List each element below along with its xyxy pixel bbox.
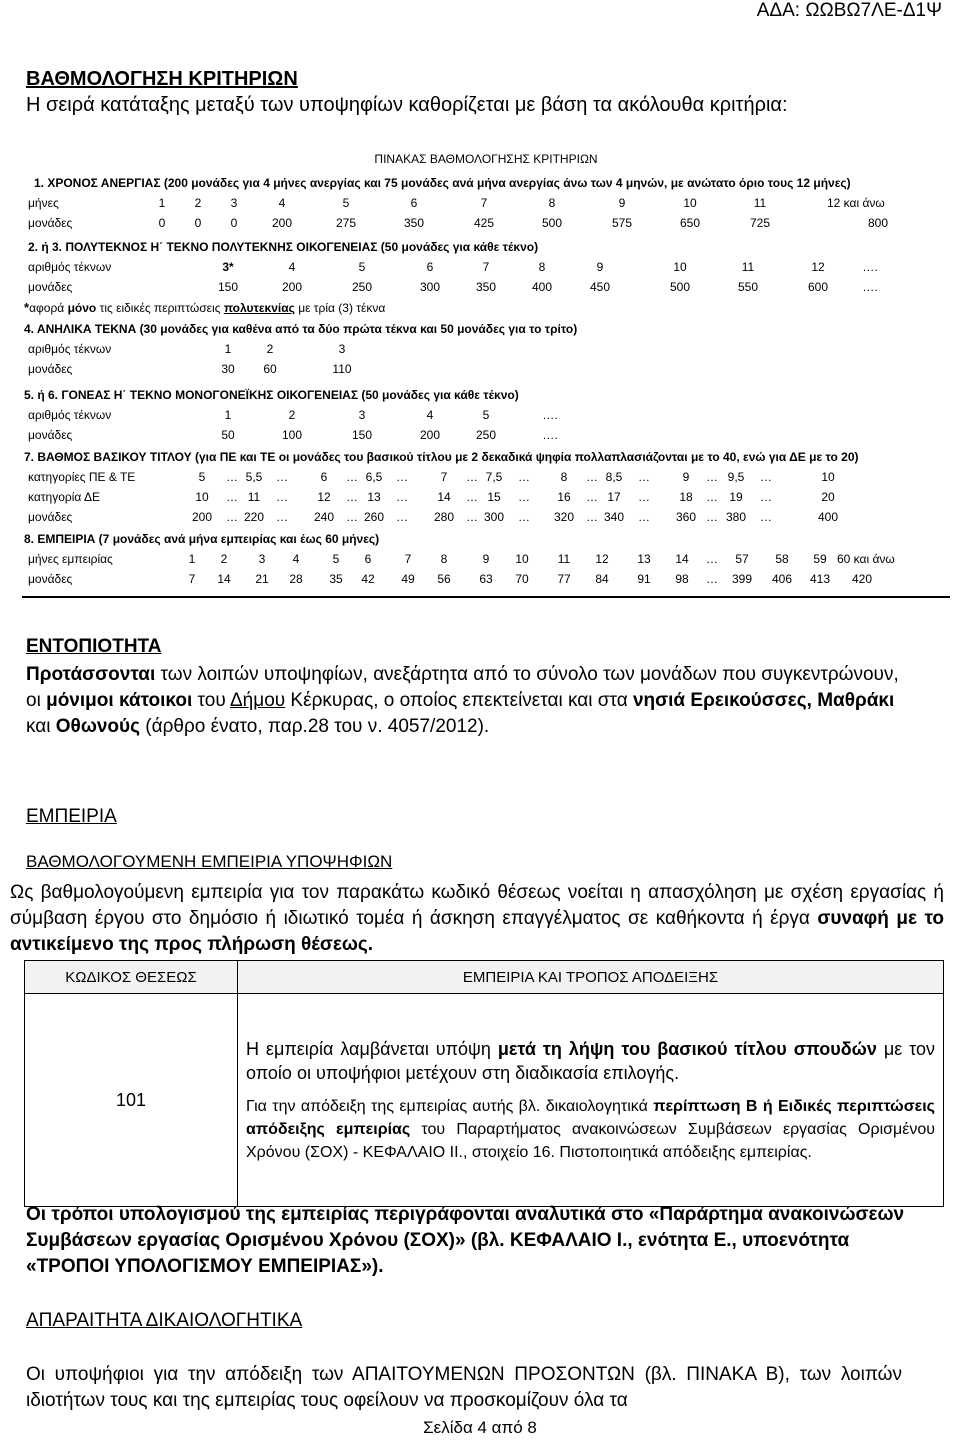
locality-text: Κέρκυρας, ο οποίος επεκτείνεται και στα (285, 690, 633, 711)
table-cell: 300 (483, 510, 505, 524)
table-cell: 220 (243, 510, 265, 524)
table-cell: … (706, 490, 718, 504)
experience-intro (10, 880, 944, 958)
table-cell: 275 (335, 216, 357, 230)
table-cell: … (518, 510, 530, 524)
table-cell: 3 (358, 408, 366, 422)
table-cell: … (638, 490, 650, 504)
table-cell: 4 (278, 196, 286, 210)
row-label: μονάδες (28, 572, 73, 586)
criterion-7-pe-te-row (22, 470, 950, 488)
table-cell: 575 (611, 216, 633, 230)
table-cell: … (518, 490, 530, 504)
row-label: μονάδες (28, 510, 73, 524)
table-cell: … (706, 510, 718, 524)
table-cell: 7 (482, 260, 490, 274)
table-cell: 8 (560, 470, 568, 484)
col-code-header: ΚΩΔΙΚΟΣ ΘΕΣΕΩΣ (25, 961, 238, 994)
table-cell: 56 (437, 572, 451, 586)
locality-underlined: Δήμου (229, 690, 286, 711)
table-cell: 300 (419, 280, 441, 294)
table-cell: 0 (194, 216, 202, 230)
criterion-8-points-row (22, 572, 950, 590)
table-cell: 5 (332, 552, 340, 566)
table-cell: 5 (198, 470, 206, 484)
locality-paragraph (26, 662, 916, 740)
table-cell: 70 (515, 572, 529, 586)
experience-desc-1 (246, 1037, 935, 1085)
row-label: μήνες (28, 196, 59, 210)
criterion-4-heading: 4. ΑΝΗΛΙΚΑ ΤΕΚΝΑ (30 μονάδες για καθένα από τα δύο πρώτα τέκνα και 50 μονάδες για το τρίτο) (24, 322, 578, 336)
experience-desc-2 (246, 1095, 935, 1164)
table-cell: … (466, 510, 478, 524)
table-cell: … (346, 510, 358, 524)
table-cell: …. (542, 408, 558, 422)
table-cell: … (466, 490, 478, 504)
table-cell: 200 (191, 510, 213, 524)
table-cell: 413 (809, 572, 831, 586)
qualifications-heading: ΑΠΑΡΑΙΤΗΤΑ ΔΙΚΑΙΟΛΟΓΗΤΙΚΑ (26, 1310, 303, 1331)
table-cell: 42 (361, 572, 375, 586)
table-cell: 10 (195, 490, 209, 504)
table-cell: … (586, 470, 598, 484)
criterion-5-children-row (22, 408, 950, 426)
table-cell: 1 (188, 552, 196, 566)
table-cell: 7 (188, 572, 196, 586)
table-cell: … (518, 470, 530, 484)
table-cell: … (466, 470, 478, 484)
desc-bold: περίπτωση Β ή Ειδικές περιπτώσεις απόδειξης εμπειρίας (246, 1097, 936, 1138)
table-cell: 0 (230, 216, 238, 230)
row-label: κατηγορίες ΠΕ & ΤΕ (28, 470, 136, 484)
table-cell: 2 (220, 552, 228, 566)
table-cell: 9,5 (727, 470, 745, 484)
table-cell: 14 (437, 490, 451, 504)
document-code: ΑΔΑ: ΩΩΒΩ7ΛΕ-Δ1Ψ (756, 0, 942, 21)
experience-subheading: ΒΑΘΜΟΛΟΓΟΥΜΕΝΗ ΕΜΠΕΙΡΙΑ ΥΠΟΨΗΦΙΩΝ (26, 852, 393, 871)
table-cell: 11 (247, 490, 261, 504)
table-cell: … (346, 470, 358, 484)
table-cell: 400 (817, 510, 839, 524)
table-cell: 49 (401, 572, 415, 586)
row-label: μονάδες (28, 428, 73, 442)
table-cell: 5 (482, 408, 490, 422)
table-cell: 3 (230, 196, 238, 210)
table-cell: 98 (675, 572, 689, 586)
table-cell: 84 (595, 572, 609, 586)
row-label: αριθμός τέκνων (28, 408, 112, 422)
table-cell: 150 (217, 280, 239, 294)
desc-text: Η εμπειρία λαμβάνεται υπόψη (246, 1038, 498, 1059)
note-text: τις ειδικές περιπτώσεις (96, 301, 224, 315)
table-cell: 63 (479, 572, 493, 586)
table-cell: 425 (473, 216, 495, 230)
table-cell: … (226, 490, 238, 504)
table-cell: … (638, 510, 650, 524)
table-cell: … (706, 552, 718, 566)
table-cell: 250 (351, 280, 373, 294)
table-cell: 10 (515, 552, 529, 566)
table-cell: 9 (482, 552, 490, 566)
table-cell: … (638, 470, 650, 484)
criteria-title: ΠΙΝΑΚΑΣ ΒΑΘΜΟΛΟΓΗΣΗΣ ΚΡΙΤΗΡΙΩΝ (374, 152, 598, 166)
table-cell: 7 (404, 552, 412, 566)
table-cell: 12 και άνω (827, 196, 885, 210)
table-cell: 6 (410, 196, 418, 210)
criterion-2-points-row (22, 280, 950, 298)
table-cell: 10 (683, 196, 697, 210)
table-cell: 2 (194, 196, 202, 210)
criterion-2-children-row (22, 260, 950, 278)
table-cell: 91 (637, 572, 651, 586)
table-cell: 30 (221, 362, 235, 376)
table-cell: 800 (867, 216, 889, 230)
table-cell: 14 (217, 572, 231, 586)
table-cell: 11 (741, 260, 755, 274)
row-label: αριθμός τέκνων (28, 342, 112, 356)
table-cell: 8 (440, 552, 448, 566)
note-text: με τρία (3) τέκνα (294, 301, 386, 315)
table-cell: … (760, 510, 772, 524)
table-cell: 6,5 (365, 470, 383, 484)
criterion-8-heading: 8. ΕΜΠΕΙΡΙΑ (7 μονάδες ανά μήνα εμπειρίας και έως 60 μήνες) (24, 532, 380, 546)
table-cell: 7 (480, 196, 488, 210)
table-cell: 650 (679, 216, 701, 230)
table-cell: 18 (679, 490, 693, 504)
row-label: μονάδες (28, 362, 73, 376)
table-cell: 450 (589, 280, 611, 294)
criterion-4-children-row (22, 342, 950, 360)
table-cell: 500 (541, 216, 563, 230)
table-cell: 77 (557, 572, 571, 586)
table-cell: 11 (753, 196, 767, 210)
table-cell: … (276, 490, 288, 504)
table-cell: … (586, 490, 598, 504)
row-label: μονάδες (28, 216, 73, 230)
table-cell: 12 (811, 260, 825, 274)
table-cell: 10 (673, 260, 687, 274)
criterion-5-heading: 5. ή 6. ΓΟΝΕΑΣ Η΄ ΤΕΚΝΟ ΜΟΝΟΓΟΝΕΪΚΗΣ ΟΙΚΟΓΕΝΕΙΑΣ (50 μονάδες για κάθε τέκνο) (24, 388, 519, 402)
col-experience-header: ΕΜΠΕΙΡΙΑ ΚΑΙ ΤΡΟΠΟΣ ΑΠΟΔΕΙΞΗΣ (238, 961, 944, 994)
page-title: ΒΑΘΜΟΛΟΓΗΣΗ ΚΡΙΤΗΡΙΩΝ (26, 68, 298, 90)
table-cell: 200 (419, 428, 441, 442)
table-cell: 3 (338, 342, 346, 356)
locality-text: του (192, 690, 230, 711)
row-label: μήνες εμπειρίας (28, 552, 113, 566)
table-cell: 28 (289, 572, 303, 586)
table-cell: 250 (475, 428, 497, 442)
locality-bold: Προτάσσονται (26, 664, 156, 685)
criterion-2-note (24, 300, 385, 318)
table-cell: 14 (675, 552, 689, 566)
table-cell: 11 (557, 552, 571, 566)
table-cell: 406 (771, 572, 793, 586)
table-cell: 17 (607, 490, 621, 504)
table-cell: 350 (403, 216, 425, 230)
table-cell: 50 (221, 428, 235, 442)
table-cell: 8 (538, 260, 546, 274)
table-cell: 200 (271, 216, 293, 230)
table-cell: 4 (292, 552, 300, 566)
table-cell: 35 (329, 572, 343, 586)
table-cell: 320 (553, 510, 575, 524)
table-cell: 260 (363, 510, 385, 524)
experience-description (238, 994, 944, 1207)
table-cell: … (760, 470, 772, 484)
desc-text: του Παραρτήματος ανακοινώσεων Συμβάσεων εργασίας Ορισμένου Χρόνου (ΣΟΧ) - ΚΕΦΑΛΑΙΟ ΙΙ., στοιχείο 16. Πιστοποιητικά απόδειξης εμπειρίας. (246, 1120, 936, 1161)
table-cell: 16 (557, 490, 571, 504)
table-cell: … (226, 470, 238, 484)
criteria-table (22, 144, 950, 598)
table-cell: 60 και άνω (837, 552, 895, 566)
table-cell: … (346, 490, 358, 504)
note-star: * (24, 300, 30, 315)
locality-text: και (26, 716, 56, 737)
table-cell: 12 (317, 490, 331, 504)
experience-table-header (25, 961, 944, 994)
criterion-1-points-row (22, 216, 950, 234)
row-label: μονάδες (28, 280, 73, 294)
table-cell: 10 (821, 470, 835, 484)
table-cell: 725 (749, 216, 771, 230)
table-cell: 420 (851, 572, 873, 586)
desc-bold: μετά τη λήψη του βασικού τίτλου σπουδών (497, 1038, 877, 1059)
table-cell: 200 (281, 280, 303, 294)
table-cell: 1 (224, 408, 232, 422)
table-cell: 12 (595, 552, 609, 566)
criterion-1-months-row (22, 196, 950, 214)
table-cell: 13 (367, 490, 381, 504)
table-cell: 5,5 (245, 470, 263, 484)
calculation-note: Οι τρόποι υπολογισμού της εμπειρίας περιγράφονται αναλυτικά στο «Παράρτημα ανακοινώσεων Συμβάσεων εργασίας Ορισμένου Χρόνου (ΣΟΧ)» (βλ. ΚΕΦΑΛΑΙΟ Ι., ενότητα Ε., υποενότητα «ΤΡΟΠΟΙ ΥΠΟΛΟΓΙΣΜΟΥ ΕΜΠΕΙΡΙΑΣ»). (26, 1204, 905, 1277)
table-cell: 6 (426, 260, 434, 274)
note-bold: μόνο (67, 301, 97, 315)
locality-bold: Οθωνούς (55, 716, 140, 737)
table-cell: 500 (669, 280, 691, 294)
table-cell: 20 (821, 490, 835, 504)
table-cell: …. (862, 260, 878, 274)
note-text: αφορά (29, 301, 68, 315)
criterion-7-points-row (22, 510, 950, 528)
table-cell: 399 (731, 572, 753, 586)
table-cell: 15 (487, 490, 501, 504)
locality-text: των λοιπών υποψηφίων, ανεξάρτητα από το σύνολο των μονάδων που συγκεντρώνουν, οι (26, 664, 899, 711)
table-cell: 4 (288, 260, 296, 274)
desc-text: με τον οποίο οι υποψήφιοι μετέχουν στη διαδικασία επιλογής. (246, 1038, 936, 1083)
table-cell: 400 (531, 280, 553, 294)
locality-text: (άρθρο ένατο, παρ.28 του ν. 4057/2012). (139, 716, 490, 737)
table-cell: 57 (735, 552, 749, 566)
table-cell: 59 (813, 552, 827, 566)
criterion-5-points-row (22, 428, 950, 446)
table-cell: 9 (682, 470, 690, 484)
locality-bold: μόνιμοι κάτοικοι (46, 690, 193, 711)
table-cell: 550 (737, 280, 759, 294)
locality-heading: ΕΝΤΟΠΙΟΤΗΤΑ (26, 636, 162, 657)
table-cell: … (706, 572, 718, 586)
table-cell: 7,5 (485, 470, 503, 484)
table-cell: … (226, 510, 238, 524)
table-cell: 6 (364, 552, 372, 566)
table-cell: … (706, 470, 718, 484)
table-cell: 8 (548, 196, 556, 210)
table-cell: … (396, 510, 408, 524)
experience-heading: ΕΜΠΕΙΡΙΑ (26, 806, 117, 827)
table-cell: 100 (281, 428, 303, 442)
table-cell: 380 (725, 510, 747, 524)
table-cell: 19 (729, 490, 743, 504)
table-cell: … (276, 510, 288, 524)
table-cell: …. (862, 280, 878, 294)
locality-bold: νησιά Ερεικούσσες, Μαθράκι (632, 690, 895, 711)
table-cell: … (396, 470, 408, 484)
table-cell: 5 (342, 196, 350, 210)
criterion-8-months-row (22, 552, 950, 570)
table-cell: 7 (440, 470, 448, 484)
table-cell: 13 (637, 552, 651, 566)
experience-text: Ως βαθμολογούμενη εμπειρία για τον παρακάτω κωδικό θέσεως νοείται η απασχόληση με σχέση εργασίας ή σύμβαση έργου στο δημόσιο ή ιδιωτικό τομέα ή άσκηση επαγγέλματος σε καθήκοντα ή έργα (10, 882, 944, 929)
table-cell: 60 (263, 362, 277, 376)
criterion-7-de-row (22, 490, 950, 508)
criterion-1-heading: 1. ΧΡΟΝΟΣ ΑΝΕΡΓΙΑΣ (200 μονάδες για 4 μήνες ανεργίας και 75 μονάδες ανά μήνα ανεργίας άνω των 4 μηνών, με ανώτατο όριο τους 12 μήνες) (34, 176, 851, 190)
table-cell: 21 (255, 572, 269, 586)
table-cell: 1 (224, 342, 232, 356)
table-cell: 0 (158, 216, 166, 230)
experience-table-row (25, 994, 944, 1207)
table-cell: … (586, 510, 598, 524)
experience-bold: συναφή με το αντικείμενο της προς πλήρωση θέσεως. (10, 908, 944, 955)
table-cell: 280 (433, 510, 455, 524)
qualifications-paragraph: Οι υποψήφιοι για την απόδειξη των ΑΠΑΙΤΟΥΜΕΝΩΝ ΠΡΟΣΟΝΤΩΝ (βλ. ΠΙΝΑΚΑ Β), των λοιπών ιδιοτήτων τους και της εμπειρίας τους οφείλουν να προσκομίζουν όλα τα (26, 1364, 902, 1411)
table-cell: …. (542, 428, 558, 442)
note-bold-underlined: πολυτεκνίας (223, 301, 295, 315)
table-cell: 1 (158, 196, 166, 210)
page-footer: Σελίδα 4 από 8 (423, 1418, 537, 1437)
table-cell: 240 (313, 510, 335, 524)
table-cell: … (396, 490, 408, 504)
row-label: αριθμός τέκνων (28, 260, 112, 274)
table-cell: 350 (475, 280, 497, 294)
table-cell: 600 (807, 280, 829, 294)
table-cell: 6 (320, 470, 328, 484)
table-cell: 2 (266, 342, 274, 356)
table-cell: 3 (258, 552, 266, 566)
experience-table (24, 960, 944, 1207)
table-cell: 9 (596, 260, 604, 274)
table-cell: 9 (618, 196, 626, 210)
criterion-4-points-row (22, 362, 950, 380)
table-cell: … (760, 490, 772, 504)
table-cell: 150 (351, 428, 373, 442)
desc-text: Για την απόδειξη της εμπειρίας αυτής βλ. δικαιολογητικά (246, 1097, 654, 1115)
table-cell: 8,5 (605, 470, 623, 484)
criterion-7-heading: 7. ΒΑΘΜΟΣ ΒΑΣΙΚΟΥ ΤΙΤΛΟΥ (για ΠΕ και ΤΕ οι μονάδες του βασικού τίτλου με 2 δεκαδικά ψηφία πολλαπλασιάζονται με το 40, ενώ για ΔΕ με το 20) (24, 450, 859, 464)
table-cell: 360 (675, 510, 697, 524)
table-cell: 4 (426, 408, 434, 422)
table-cell: 340 (603, 510, 625, 524)
criterion-2-heading: 2. ή 3. ΠΟΛΥΤΕΚΝΟΣ Η΄ ΤΕΚΝΟ ΠΟΛΥΤΕΚΝΗΣ ΟΙΚΟΓΕΝΕΙΑΣ (50 μονάδες για κάθε τέκνο) (28, 240, 539, 254)
intro-text: Η σειρά κατάταξης μεταξύ των υποψηφίων καθορίζεται με βάση τα ακόλουθα κριτήρια: (26, 94, 788, 116)
table-cell: 3* (222, 260, 234, 274)
table-cell: 2 (288, 408, 296, 422)
position-code: 101 (25, 994, 238, 1207)
table-cell: 5 (358, 260, 366, 274)
table-cell: … (276, 470, 288, 484)
table-cell: 110 (332, 362, 352, 376)
table-cell: 58 (775, 552, 789, 566)
row-label: κατηγορία ΔΕ (28, 490, 100, 504)
